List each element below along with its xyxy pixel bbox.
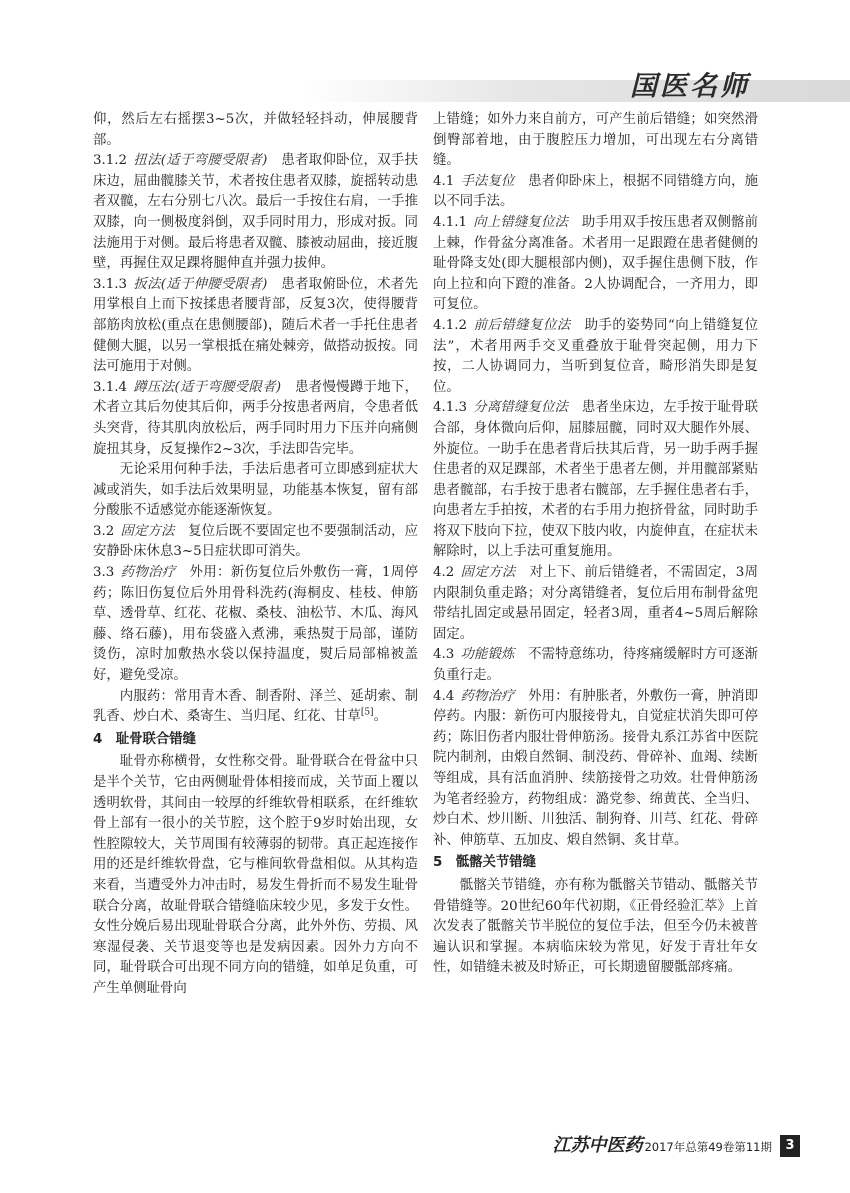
- heading-section-4: 4 耻骨联合错缝: [93, 731, 197, 747]
- paragraph-summary: 无论采用何种手法，手法后患者可立即感到症状大减或消失，如手法后效果明显，功能基本恢复，留有部分酸胀不适感觉亦能逐渐恢复。: [93, 462, 418, 519]
- paragraph-continuation-right: 上错缝；如外力来自前方，可产生前后错缝；如突然滑倒臀部着地，由于腹腔压力增加，可出现左右分离错缝。: [433, 112, 758, 169]
- heading-section-5: 5 骶髂关节错缝: [433, 855, 537, 871]
- section-4-1-3: 4.1.3 分离错缝复位法 患者坐床边，左手按于耻骨联合部，身体微向后仰，屈膝屈髋，同时双大腿作外展、外旋位。一助手在患者背后扶其后背，另一助手两手握住患者的双足踝部，术者坐于患者左侧，并用髋部紧贴患者髋部，右手按于患者右髋部，左手握住患者右手，向患者左手拍按，术者的右手用力抱挤骨盆，同时助手将双下肢向下拉，使双下肢内收，内旋伸直，在症状未解除时，以上手法可重复施用。: [433, 400, 759, 560]
- section-4-4: 4.4 药物治疗 外用：有肿胀者，外敷伤一膏，肿消即停药。内服：新伤可内服接骨丸，自觉症状消失即可停药；陈旧伤者内服壮骨伸筋汤。接骨丸系江苏省中医院院内制剂，由煅自然铜、制没药、骨碎补、血竭、续断等组成，具有活血消肿、续筋接骨之功效。壮骨伸筋汤为笔者经验方，药物组成：潞党参、绵黄芪、全当归、炒白术、炒川断、川独活、制狗脊、川芎、红花、骨碎补、伸筋草、五加皮、煅自然铜、炙甘草。: [433, 688, 759, 848]
- paragraph-section-4: 耻骨亦称横骨，女性称交骨。耻骨联合在骨盆中只是半个关节，它由两侧耻骨体相接而成，关节面上覆以透明软骨，其间由一较厚的纤维软骨相联系，在纤维软骨上部有一很小的关节腔，这个腔于9岁时始出现，女性腔隙较大，关节周围有较薄弱的韧带。真正起连接作用的还是纤维软骨盘，它与椎间软骨盘相似。从其构造来看，当遭受外力冲击时，易发生骨折而不易发生耻骨联合分离，故耻骨联合错缝临床较少见，多发于女性。女性分娩后易出现耻骨联合分离，此外外伤、劳损、风寒湿侵袭、关节退变等也是发病因素。因外力方向不同，耻骨联合可出现不同方向的错缝，如单足负重，可产生单侧耻骨向: [93, 754, 418, 996]
- section-4-1: 4.1 手法复位 患者仰卧床上，根据不同错缝方向，施以不同手法。: [433, 173, 759, 210]
- section-title: 国医名师: [630, 71, 750, 102]
- header-band: [300, 80, 850, 102]
- section-3-1-2: 3.1.2 扭法(适于弯腰受限者) 患者取仰卧位，双手扶床边，屈曲髋膝关节，术者按住患者双膝，旋摇转动患者双髋，左右分别七八次。最后一手按住右肩，一手推双膝，向一侧极度斜倒，双手同时用力，形成对扳。同法施用于对侧。最后将患者双髋、膝被动屈曲，接近腹壁，再握住双足踝将腿伸直并强力拔伸。: [93, 153, 419, 272]
- section-3-1-3: 3.1.3 扳法(适于伸腰受限者) 患者取俯卧位，术者先用掌根自上而下按揉患者腰背部，反复3次，使得腰背部筋肉放松(重点在患侧腰部)，随后术者一手托住患者健侧大腿，以另一掌根抵在痛处棘旁，做搭动扳按。同法可施用于对侧。: [93, 276, 419, 375]
- left-column: [93, 110, 418, 1000]
- page-number: 3: [780, 1135, 800, 1157]
- section-4-1-1: 4.1.1 向上错缝复位法 助手用双手按压患者双侧髂前上棘，作骨盆分离准备。术者用一足跟蹬在患者健侧的耻骨降支处(即大腿根部内侧)，双手握住患侧下肢，作向上拉和向下蹬的准备。2人协调配合，一齐用力，即可复位。: [433, 214, 759, 313]
- issue-info: 2017年总第49卷第11期: [644, 1140, 772, 1154]
- reference-marker: [5]: [360, 707, 374, 718]
- paragraph-internal-medicine: 内服药：常用青木香、制香附、泽兰、延胡索、制乳香、炒白术、桑寄生、当归尾、红花、甘草[5]。: [93, 688, 418, 725]
- section-4-2: 4.2 固定方法 对上下、前后错缝者，不需固定，3周内限制负重走路；对分离错缝者，复位后用布制骨盆兜带结扎固定或悬吊固定，轻者3周，重者4~5周后解除固定。: [433, 565, 759, 642]
- paragraph-section-5: 骶髂关节错缝，亦有称为骶髂关节错动、骶髂关节骨错缝等。20世纪60年代初期，《正骨经验汇萃》上首次发表了骶髂关节半脱位的复位手法，但至今仍未被普遍认识和掌握。本病临床较为常见，好发于青壮年女性，如错缝未被及时矫正，可长期遗留腰骶部疼痛。: [433, 877, 758, 976]
- right-column: [433, 110, 758, 979]
- journal-name: 江苏中医药: [552, 1135, 643, 1156]
- section-4-3: 4.3 功能锻炼 不需特意练功，待疼痛缓解时方可逐渐负重行走。: [433, 647, 759, 684]
- section-3-3: 3.3 药物治疗 外用：新伤复位后外敷伤一膏，1周停药；陈旧伤复位后外用骨科洗药(海桐皮、桂枝、伸筋草、透骨草、红花、花椒、桑枝、油松节、木瓜、海风藤、络石藤)，用布袋盛入煮沸，乘热熨于局部，谨防烫伤，凉时加敷热水袋以保持温度，熨后局部棉被盖好，避免受凉。: [93, 565, 419, 684]
- paragraph-continuation: 仰，然后左右摇摆3~5次，并做轻轻抖动，伸展腰背部。: [93, 112, 418, 148]
- page-footer: [552, 1133, 795, 1157]
- section-4-1-2: 4.1.2 前后错缝复位法 助手的姿势同“向上错缝复位法”，术者用两手交叉重叠放于耻骨突起侧，用力下按，二人协调同力，当听到复位音，畸形消失即是复位。: [433, 317, 758, 395]
- section-3-1-4: 3.1.4 蹲压法(适于弯腰受限者) 患者慢慢蹲于地下，术者立其后勿使其后仰，两手分按患者两肩，令患者低头突背，待其肌肉放松后，两手同时用力下压并向痛侧旋扭其身，反复操作2~3次，手法即告完毕。: [93, 379, 419, 457]
- section-3-2: 3.2 固定方法 复位后既不要固定也不要强制活动，应安静卧床休息3~5日症状即可消失。: [93, 523, 419, 560]
